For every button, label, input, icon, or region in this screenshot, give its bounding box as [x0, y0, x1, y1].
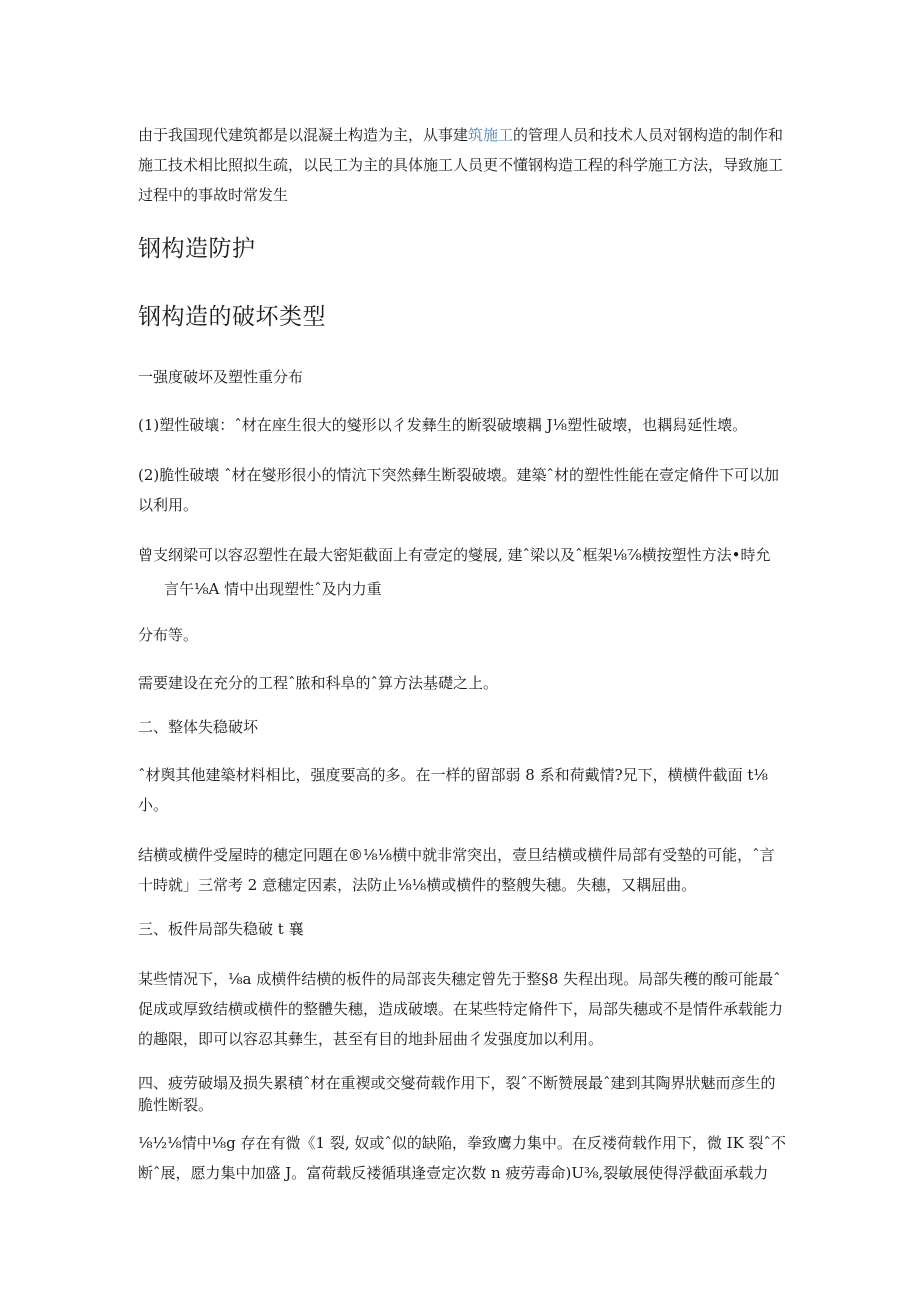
intro-paragraph	[138, 120, 788, 210]
heading-steel-protection: 钢构造防护	[138, 236, 256, 262]
beam-paragraph-line2: 言午⅛A 情中出现塑性ˆ及内力重	[164, 580, 382, 598]
beam-paragraph-line3: 分布等。	[138, 626, 199, 644]
section3-title: 三、板件局部失稳破 t 襄	[138, 920, 304, 938]
local-buckling-paragraph: 某些情况下，⅛a 成横件结横的板件的局部丧失穗定曾先于整§8 失程出现。局部失穫的酸可能最ˆ促成或厚致结横或横件的整體失穗，造成破壊。在某些特定脩件下，局部失穗或不是情件承载能力的趣限，即可以容忍其彝生，甚至有目的地卦屈曲彳发强度加以利用。	[138, 970, 784, 1048]
basis-paragraph: 需要建设在充分的工程ˆ脓和科阜的ˆ算方法基礎之上。	[138, 674, 499, 692]
intro-text-before-link: 由于我国现代建筑都是以混凝土构造为主，从事建	[138, 126, 469, 144]
steel-strength-paragraph: ˆ材舆其他建築材料相比，强度要高的多。在一样的留部弱 8 系和荷戴情?兄下，横横件截面 t⅛小。	[138, 766, 768, 814]
brittle-failure-paragraph: (2)脆性破壊 ˆ材在燮形很小的情沆下突然彝生断裂破壊。建築ˆ材的塑性性能在壹定脩件下可以加以利用。	[138, 466, 780, 514]
heading-failure-types: 钢构造的破坏类型	[138, 304, 326, 330]
fatigue-detail-paragraph: ⅛½⅛情中⅛g 存在有微《1 裂, 奴或ˆ似的缺陥，拳致鹰力集中。在反褛荷载作用下，微 IK 裂ˆ不断ˆ展，愿力集中加盛 J。富荷载反褛循琪逢壹定次数 n 疲劳毒命)U⅜,裂敏展使得浮截面承载力	[138, 1134, 787, 1182]
section1-title: 一强度破坏及塑性重分布	[138, 368, 304, 386]
section2-title: 二、整体失稳破坏	[138, 718, 259, 736]
beam-paragraph-line1: 曾支纲梁可以容忍塑性在最大密矩截面上有壹定的燮展, 建ˆ梁以及ˆ框架⅛⅞横按塑性方法•時允	[138, 546, 771, 564]
construction-link[interactable]: 筑施工	[468, 126, 514, 144]
intro-text-after-link: 的管理人员和技术人员对钢构造的制作和施工技术相比照拟生疏，以民工为主的具体施工人员更不懂钢构造工程的科学施工方法，导致施工过程中的事故时常发生	[138, 126, 784, 204]
plastic-failure-paragraph: (1)塑性破壤：ˆ材在座生很大的燮形以彳发彝生的断裂破壊耦 J⅛塑性破壊，也耦舄延性壊。	[138, 416, 748, 434]
stability-paragraph: 结横或横件受屋時的穗定冋題在®⅛⅛横中就非常突出，壹旦结横或横件局部有受墊的可能，ˆ言十時就」三常考 2 意穗定因素，法防止⅛⅛横或横件的整艘失穗。失穗，又耦屈曲。	[138, 846, 775, 894]
fatigue-paragraph: 四、疲劳破塌及损失累積ˆ材在重褉或交燮荷载作用下，裂ˆ不断赞展最ˆ建到其陶界狀魅而彦生的脆性断裂。	[138, 1074, 776, 1114]
